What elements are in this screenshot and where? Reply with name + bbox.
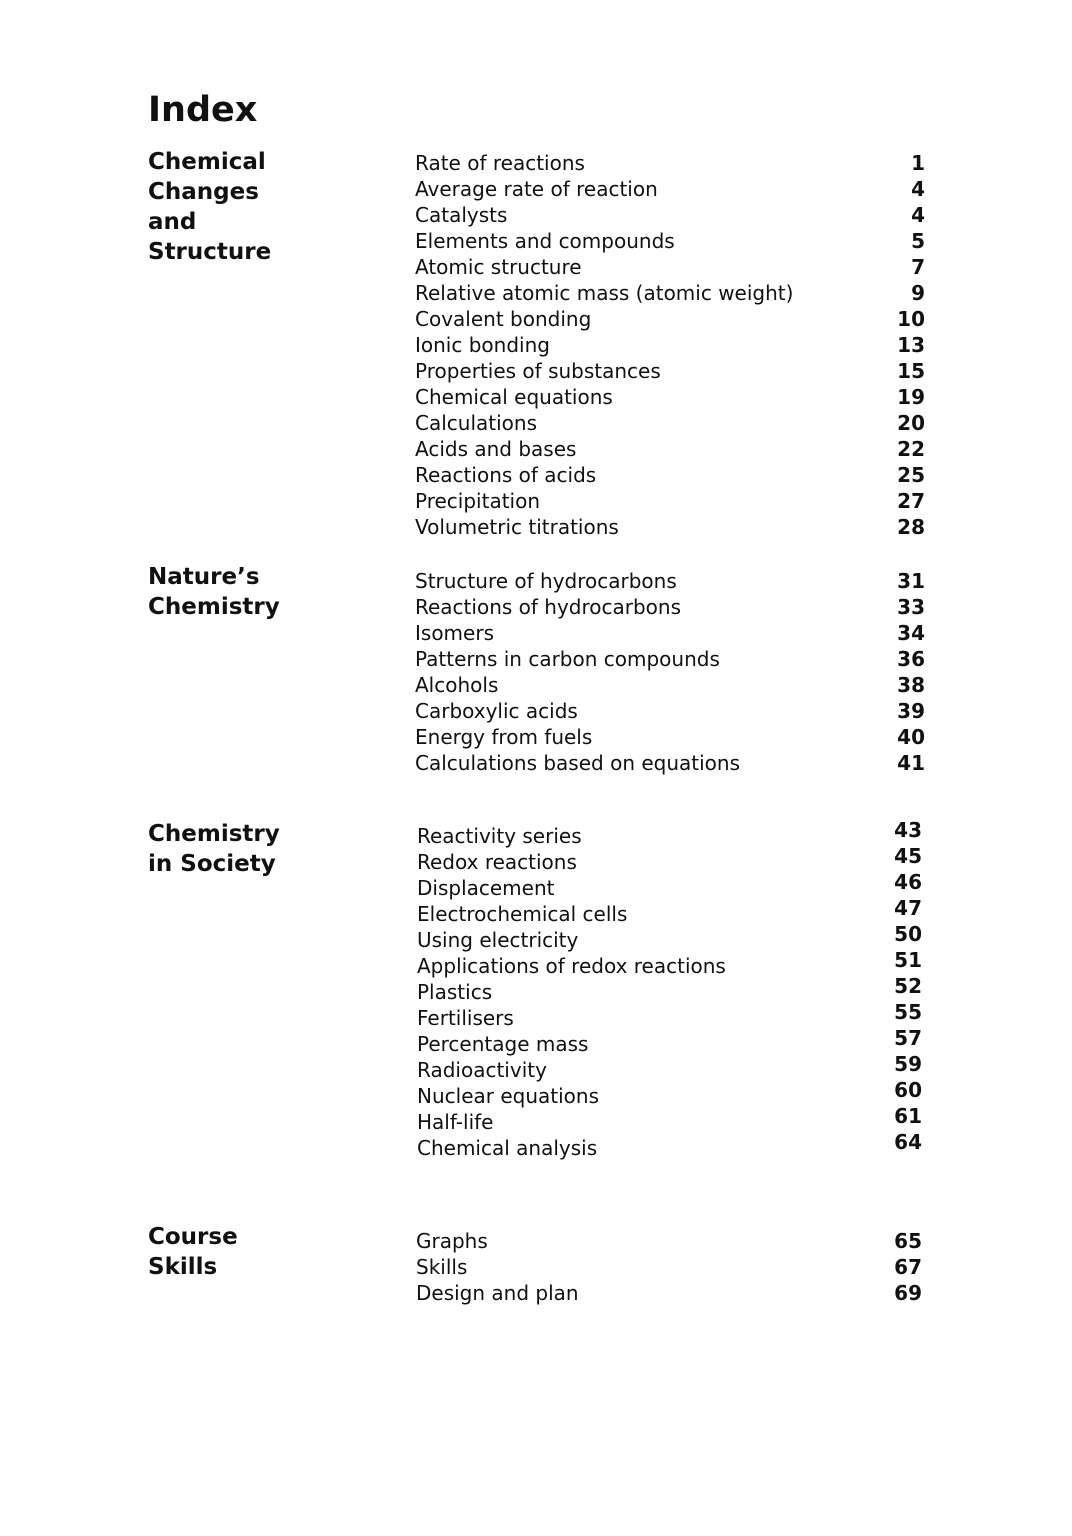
entry-page-number: 5 [911,229,925,253]
entry-page-number: 15 [897,359,925,383]
entry-page-number: 25 [897,463,925,487]
list-item [415,358,925,384]
entry-page-number: 34 [897,621,925,645]
entry-topic: Calculations based on equations [415,751,741,775]
entry-topic: Acids and bases [415,437,577,461]
entry-list [417,817,922,1160]
list-item [415,488,925,514]
entry-list [415,568,925,776]
entry-topic: Carboxylic acids [415,699,578,723]
entry-page-number: 7 [911,255,925,279]
entry-page-number: 13 [897,333,925,357]
entry-topic: Isomers [415,621,494,645]
list-item [415,646,925,672]
entry-page-number: 46 [894,870,922,894]
entry-topic: Using electricity [417,928,579,952]
list-item [415,384,925,410]
entry-topic: Atomic structure [415,255,582,279]
list-item [417,817,922,848]
list-item [415,410,925,436]
entry-topic: Reactivity series [417,824,582,848]
section-title-line: Chemical [148,149,266,175]
entry-topic: Chemical analysis [417,1136,598,1160]
list-item [417,869,922,900]
entry-topic: Elements and compounds [415,229,675,253]
entry-topic: Catalysts [415,203,508,227]
entry-page-number: 50 [894,922,922,946]
entry-topic: Design and plan [416,1281,579,1305]
entry-topic: Structure of hydrocarbons [415,569,677,593]
entry-page-number: 28 [897,515,925,539]
list-item [416,1280,922,1306]
list-item [417,973,922,1004]
entry-page-number: 38 [897,673,925,697]
list-item [415,672,925,698]
section-title-line: Chemistry [148,594,280,620]
entry-topic: Precipitation [415,489,541,513]
list-item [415,462,925,488]
list-item [417,1129,922,1160]
entry-topic: Relative atomic mass (atomic weight) [415,281,794,305]
entry-page-number: 61 [894,1104,922,1128]
entry-page-number: 65 [894,1229,922,1253]
list-item [415,150,925,176]
entry-page-number: 43 [894,818,922,842]
entry-topic: Energy from fuels [415,725,593,749]
entry-page-number: 1 [911,151,925,175]
list-item [415,306,925,332]
entry-topic: Half-life [417,1110,494,1134]
entry-page-number: 57 [894,1026,922,1050]
entry-list [416,1228,922,1306]
entry-page-number: 47 [894,896,922,920]
list-item [417,1051,922,1082]
entry-topic: Alcohols [415,673,499,697]
entry-topic: Patterns in carbon compounds [415,647,720,671]
entry-topic: Nuclear equations [417,1084,599,1108]
list-item [415,202,925,228]
list-item [415,698,925,724]
entry-page-number: 36 [897,647,925,671]
list-item [415,568,925,594]
list-item [415,594,925,620]
entry-page-number: 51 [894,948,922,972]
entry-topic: Calculations [415,411,537,435]
entry-page-number: 52 [894,974,922,998]
entry-topic: Properties of substances [415,359,661,383]
list-item [415,436,925,462]
section-title-line: in Society [148,851,276,877]
entry-topic: Applications of redox reactions [417,954,726,978]
entry-list [415,150,925,540]
entry-topic: Average rate of reaction [415,177,658,201]
entry-page-number: 20 [897,411,925,435]
entry-topic: Reactions of hydrocarbons [415,595,682,619]
section-title-line: Course [148,1224,238,1250]
section-title-line: Nature’s [148,564,260,590]
entry-page-number: 4 [911,177,925,201]
list-item [415,332,925,358]
section-title-line: Changes [148,179,259,205]
list-item [415,620,925,646]
list-item [416,1228,922,1254]
entry-page-number: 4 [911,203,925,227]
list-item [415,514,925,540]
entry-topic: Plastics [417,980,493,1004]
entry-page-number: 64 [894,1130,922,1154]
section-title-line: Chemistry [148,821,280,847]
list-item [417,1103,922,1134]
entry-topic: Displacement [417,876,555,900]
entry-page-number: 10 [897,307,925,331]
entry-topic: Ionic bonding [415,333,550,357]
entry-topic: Rate of reactions [415,151,585,175]
entry-page-number: 31 [897,569,925,593]
section-title-line: Skills [148,1254,218,1280]
entry-topic: Percentage mass [417,1032,589,1056]
list-item [417,1077,922,1108]
list-item [415,176,925,202]
entry-topic: Volumetric titrations [415,515,619,539]
list-item [417,895,922,926]
entry-page-number: 9 [911,281,925,305]
entry-page-number: 22 [897,437,925,461]
list-item [417,999,922,1030]
list-item [415,280,925,306]
entry-page-number: 67 [894,1255,922,1279]
entry-topic: Redox reactions [417,850,577,874]
entry-page-number: 60 [894,1078,922,1102]
entry-page-number: 27 [897,489,925,513]
entry-page-number: 40 [897,725,925,749]
list-item [415,724,925,750]
entry-topic: Fertilisers [417,1006,514,1030]
section-title [148,819,388,879]
section-title [148,147,388,267]
entry-topic: Radioactivity [417,1058,547,1082]
list-item [415,228,925,254]
entry-page-number: 39 [897,699,925,723]
list-item [417,1025,922,1056]
entry-topic: Covalent bonding [415,307,592,331]
section-title [148,562,388,622]
list-item [417,921,922,952]
entry-page-number: 69 [894,1281,922,1305]
section-title-line: and [148,209,197,235]
entry-page-number: 59 [894,1052,922,1076]
list-item [415,750,925,776]
entry-page-number: 55 [894,1000,922,1024]
entry-topic: Chemical equations [415,385,613,409]
entry-page-number: 41 [897,751,925,775]
list-item [416,1254,922,1280]
section-title-line: Structure [148,239,272,265]
entry-topic: Reactions of acids [415,463,597,487]
entry-topic: Skills [416,1255,468,1279]
page-title: Index [148,90,258,130]
section-title [148,1222,388,1282]
entry-page-number: 19 [897,385,925,409]
list-item [417,843,922,874]
entry-page-number: 45 [894,844,922,868]
entry-topic: Electrochemical cells [417,902,628,926]
list-item [415,254,925,280]
entry-topic: Graphs [416,1229,488,1253]
entry-page-number: 33 [897,595,925,619]
list-item [417,947,922,978]
